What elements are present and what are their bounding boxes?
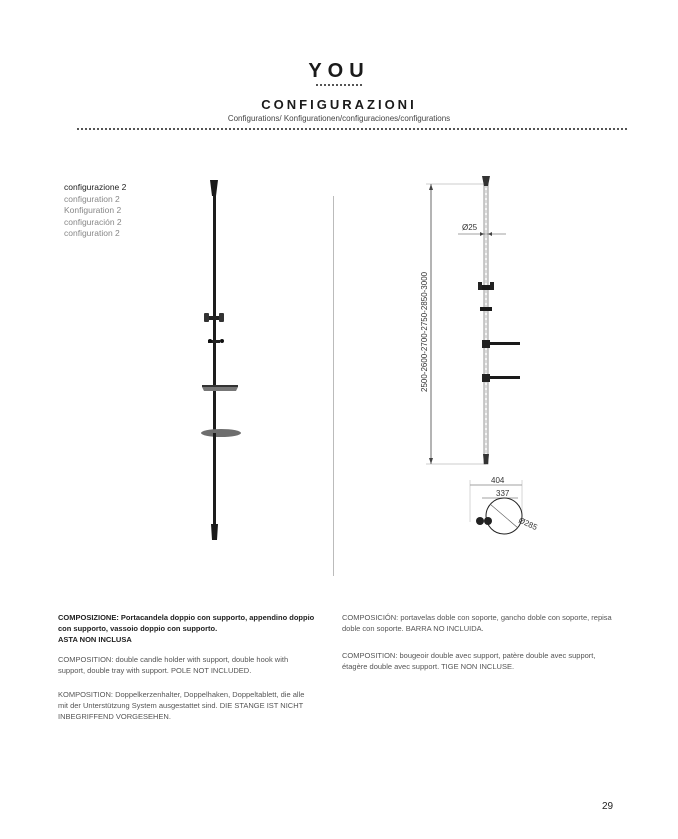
dim-width-outer: 404: [491, 476, 505, 485]
config-label-en: configuration 2: [64, 193, 120, 204]
header-dotted-rule: [77, 128, 627, 130]
config-label-fr: configuration 2: [64, 228, 120, 238]
config-label-de: Konfiguration 2: [64, 205, 122, 215]
dim-tray-diameter: Ø285: [517, 515, 539, 533]
composition-es: COMPOSICIÓN: portavelas doble con soporte, gancho doble con soporte, repisa doble con soporte. BARRA NO INCLUIDA.: [342, 613, 612, 633]
composition-it-note: ASTA NON INCLUSA: [58, 635, 132, 644]
page-number: 29: [602, 801, 614, 812]
composition-en: COMPOSITION: double candle holder with support, double hook with support, double tray with support. POLE NOT INCLUDED.: [58, 655, 289, 675]
column-divider: [333, 196, 334, 576]
product-illustration: [180, 176, 260, 546]
section-title: CONFIGURAZIONI: [261, 97, 417, 112]
config-label-it: configurazione 2: [64, 182, 127, 192]
composition-de: KOMPOSITION: Doppelkerzenhalter, Doppelhaken, Doppeltablett, die alle mit der Unterstützung System ausgestattet sind. DIE STANGE IST NICHT INBEGRIFFEND VORGESEHEN.: [58, 690, 305, 721]
composition-fr: COMPOSITION: bougeoir double avec support, patère double avec support, étagère double avec support. TIGE NON INCLUSE.: [342, 651, 596, 671]
configuration-labels: [64, 182, 126, 240]
dim-width-inner: 337: [496, 489, 510, 498]
section-subtitle: Configurations/ Konfigurationen/configuraciones/configurations: [227, 114, 451, 123]
composition-it-title: COMPOSIZIONE: Portacandela doppio con supporto, appendino doppio con supporto, vassoio doppio con supporto.: [58, 613, 315, 633]
technical-drawing: [400, 172, 560, 542]
config-label-es: configuración 2: [64, 216, 122, 227]
brand-title: YOU: [308, 60, 370, 82]
brand-dotted-divider: [316, 84, 362, 86]
composition-it: [58, 612, 316, 645]
dim-height-label: 2500-2600-2700-2750-2850-3000: [420, 271, 429, 392]
dim-pole-diameter: Ø25: [462, 223, 478, 232]
